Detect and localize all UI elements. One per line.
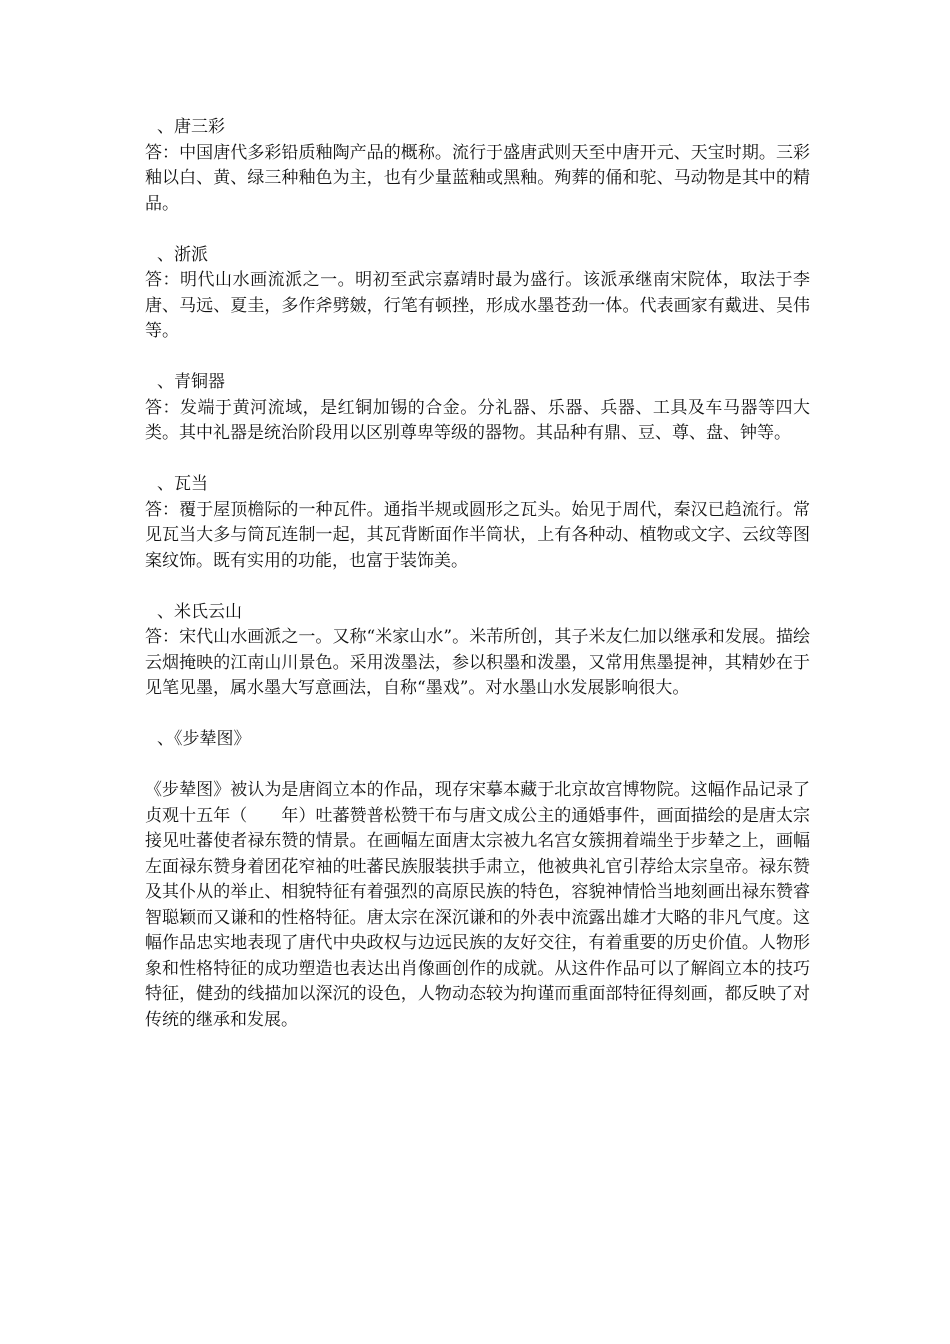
entry-heading: 、唐三彩	[157, 117, 225, 137]
entry-heading: 、米氏云山	[157, 601, 242, 622]
essay-title: 、《步辇图》	[157, 729, 251, 749]
document-page	[145, 115, 810, 1033]
entry-mi-clouds	[145, 600, 810, 702]
entry-answer: 答：明代山水画流派之一。明初至武宗嘉靖时最为盛行。该派承继南宋院体，取法于李唐、马远、夏圭，多作斧劈皴，行笔有顿挫，形成水墨苍劲一体。代表画家有戴进、吴伟等。	[145, 270, 810, 341]
essay-bunian-tu	[145, 727, 810, 1033]
entry-answer: 答：覆于屋顶檐际的一种瓦件。通指半规或圆形之瓦头。始见于周代，秦汉已趋流行。常见瓦当大多与筒瓦连制一起，其瓦背断面作半筒状，上有各种动、植物或文字、云纹等图案纹饰。既有实用的功能，也富于装饰美。	[145, 499, 810, 571]
entry-answer: 答：宋代山水画派之一。又称“米家山水”。米芾所创，其子米友仁加以继承和发展。描绘云烟掩映的江南山川景色。采用泼墨法，参以积墨和泼墨，又常用焦墨提神，其精妙在于见笔见墨，属水墨大写意画法，自称“墨戏”。对水墨山水发展影响很大。	[145, 627, 810, 698]
entry-heading: 、浙派	[157, 244, 208, 265]
entry-bronze-ware	[145, 370, 810, 447]
entry-zhe-school	[145, 243, 810, 345]
entry-wadang	[145, 472, 810, 574]
entry-answer: 答：发端于黄河流域，是红铜加锡的合金。分礼器、乐器、兵器、工具及车马器等四大类。其中礼器是统治阶段用以区别尊卑等级的器物。其品种有鼎、豆、尊、盘、钟等。	[145, 397, 810, 443]
entry-heading: 、青铜器	[157, 372, 225, 392]
entry-heading: 、瓦当	[157, 474, 208, 494]
entry-tang-sancai	[145, 115, 810, 217]
entry-answer: 答：中国唐代多彩铅质釉陶产品的概称。流行于盛唐武则天至中唐开元、天宝时期。三彩釉以白、黄、绿三种釉色为主，也有少量蓝釉或黑釉。殉葬的俑和驼、马动物是其中的精品。	[145, 142, 810, 214]
essay-body: 《步辇图》被认为是唐阎立本的作品，现存宋摹本藏于北京故宫博物院。这幅作品记录了贞观十五年（ 年）吐蕃赞普松赞干布与唐文成公主的通婚事件，画面描绘的是唐太宗接见吐蕃使者禄东赞的情景。在画幅左面唐太宗被九名宫女簇拥着端坐于步辇之上，画幅左面禄东赞身着团花窄袖的吐蕃民族服装拱手肃立，他被典礼官引荐给太宗皇帝。禄东赞及其仆从的举止、相貌特征有着强烈的高原民族的特色，容貌神情恰当地刻画出禄东赞睿智聪颖而又谦和的性格特征。唐太宗在深沉谦和的外表中流露出雄才大略的非凡气度。这幅作品忠实地表现了唐代中央政权与边远民族的友好交往，有着重要的历史价值。人物形象和性格特征的成功塑造也表达出肖像画创作的成就。从这件作品可以了解阎立本的技巧特征，健劲的线描加以深沉的设色，人物动态较为拘谨而重面部特征得刻画，都反映了对传统的继承和发展。	[145, 780, 810, 1030]
